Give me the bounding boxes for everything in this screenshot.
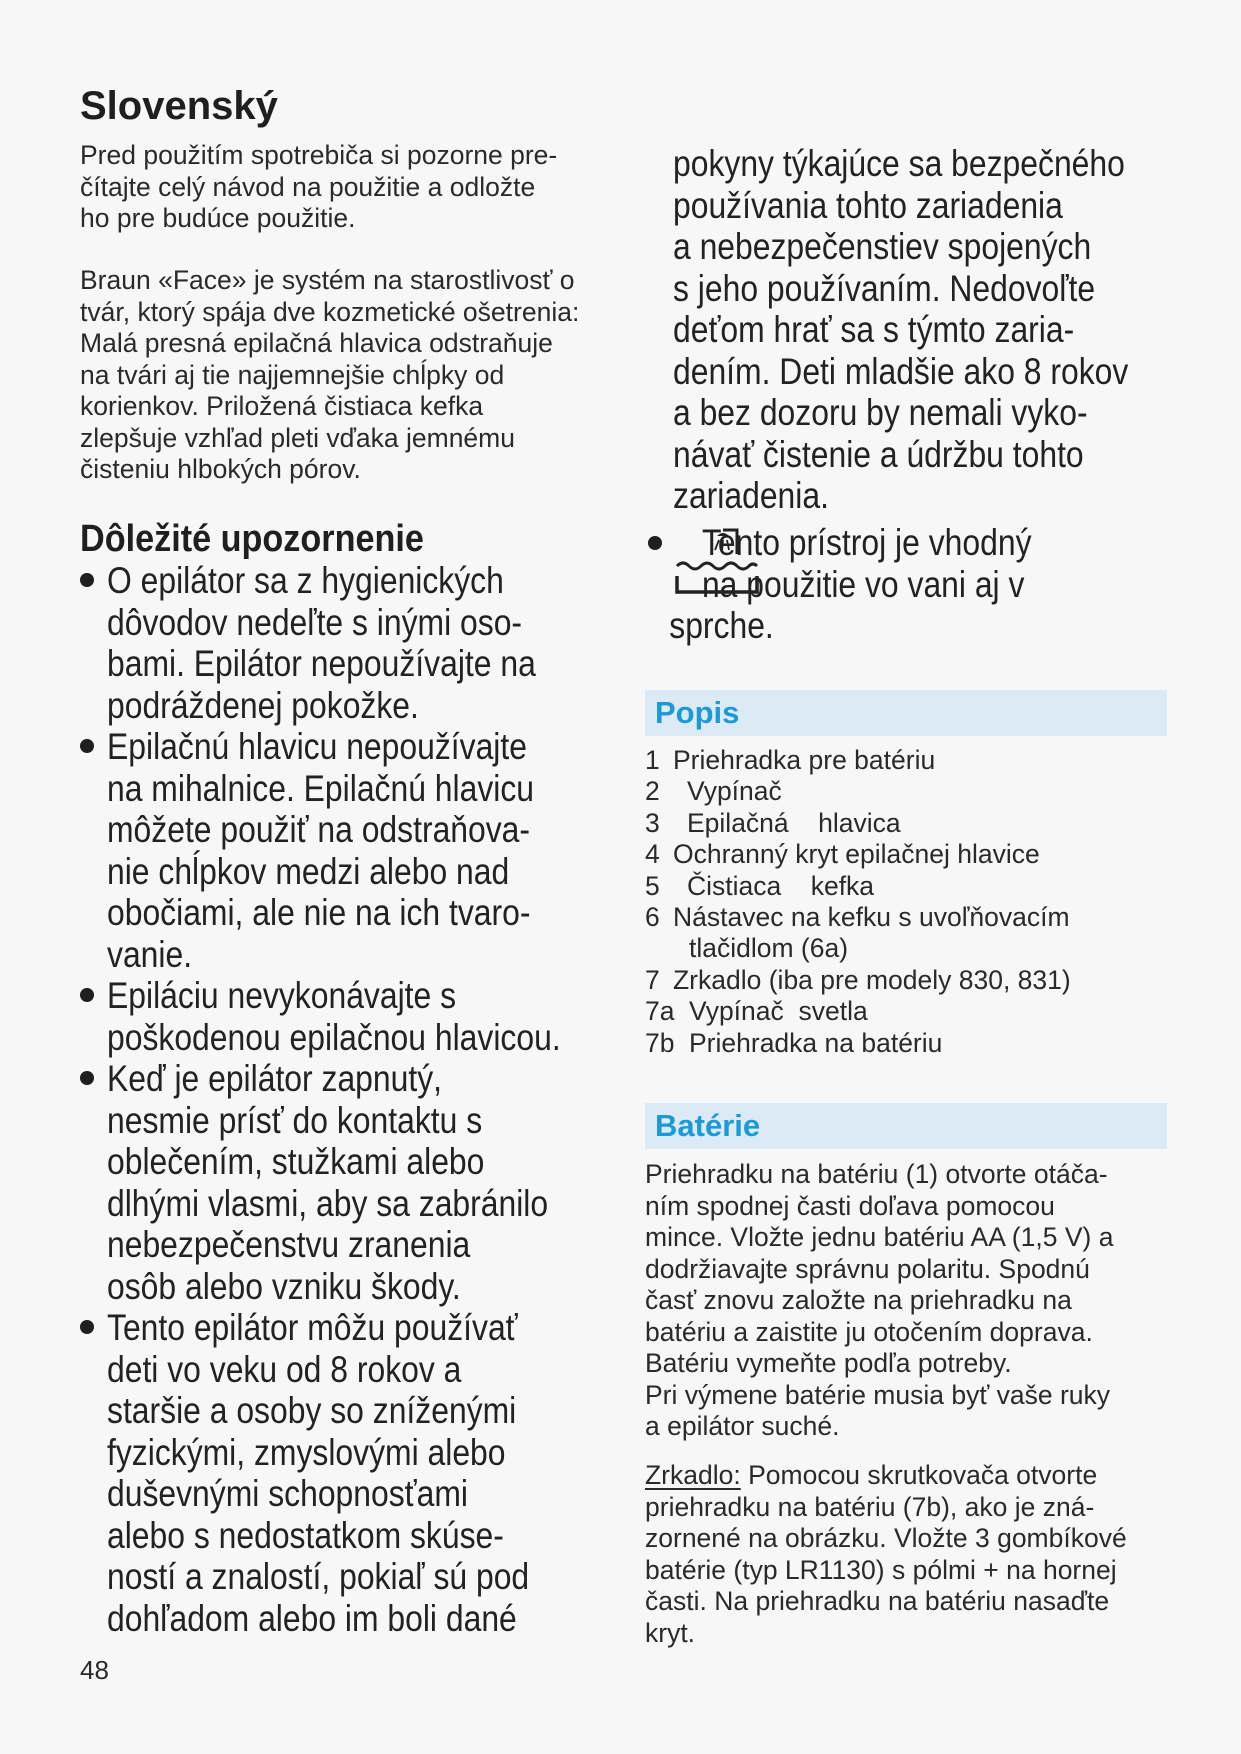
bullet-icon	[80, 1320, 94, 1334]
warning-line: Keď je epilátor zapnutý,	[107, 1057, 443, 1099]
description-line: Malá presná epilačná hlavica odstraňuje	[80, 328, 553, 358]
warning-line: dohľadom alebo im boli dané	[107, 1596, 517, 1639]
warning-line: dôvodov nedeľte s inými oso-	[107, 600, 523, 643]
warning-line: deti vo veku od 8 rokov a	[107, 1347, 462, 1390]
item-number: 3	[645, 807, 660, 838]
list-item-continuation	[645, 933, 1071, 964]
item-number: 2	[645, 776, 660, 807]
warning-line: duševnými schopnosťami	[107, 1472, 468, 1514]
list-item	[645, 745, 1071, 776]
mirror-line: kryt.	[645, 1617, 696, 1648]
bullet-icon	[80, 739, 94, 753]
continuation-line: návať čistenie a údržbu tohto	[673, 432, 1084, 475]
bath-line: sprche.	[669, 604, 774, 646]
warning-line: môžete použiť na odstraňova-	[107, 808, 531, 850]
baterie-line: ním spodnej časti doľava pomocou	[645, 1190, 1055, 1221]
item-number: 6	[645, 902, 660, 933]
description-line: tvár, ktorý spája dve kozmetické ošetrenia:	[80, 296, 580, 327]
bath-line: Tento prístroj je vhodný	[701, 521, 1032, 563]
item-text: Čistiaca kefka	[687, 870, 875, 901]
continuation-line: deťom hrať sa s týmto zaria-	[673, 308, 1075, 350]
intro-line: Pred použitím spotrebiča si pozorne pre-	[80, 140, 558, 170]
bullet-icon	[80, 573, 94, 587]
mirror-line: časti. Na priehradku na batériu nasaďte	[645, 1586, 1110, 1616]
item-number: 4	[645, 839, 660, 870]
continuation-line: s jeho používaním. Nedovoľte	[673, 266, 1096, 309]
list-item	[645, 776, 1071, 807]
warning-item	[80, 560, 641, 726]
list-item	[645, 839, 1071, 870]
item-text: Vypínač	[687, 776, 782, 807]
baterie-section-header	[645, 1103, 1167, 1149]
warning-line: Epilačnú hlavicu nepoužívajte	[107, 725, 527, 767]
warnings-title: Dôležité upozornenie	[80, 518, 424, 560]
mirror-line: batérie (typ LR1130) s pólmi + na hornej	[645, 1554, 1117, 1585]
warning-continuation	[673, 143, 1209, 517]
warnings-list	[80, 560, 641, 1639]
popis-section-header	[645, 690, 1167, 736]
warning-line: nebezpečenstvu zranenia	[107, 1223, 471, 1265]
mirror-paragraph	[645, 1460, 1127, 1649]
warning-item	[80, 975, 641, 1058]
popis-title: Popis	[655, 695, 740, 730]
baterie-title: Batérie	[655, 1108, 761, 1143]
baterie-line: Batériu vymeňte podľa potreby.	[645, 1348, 1012, 1378]
warning-line: Tento epilátor môžu používať	[107, 1306, 518, 1348]
warning-line: oblečením, stužkami alebo	[107, 1140, 485, 1182]
warning-line: poškodenou epilačnou hlavicou.	[107, 1015, 561, 1058]
warning-line: O epilátor sa z hygienických	[107, 559, 504, 601]
continuation-line: a bez dozoru by nemali vyko-	[673, 391, 1088, 433]
intro-line: ho pre budúce použitie.	[80, 203, 356, 233]
page-title: Slovenský	[80, 84, 278, 128]
description-line: korienkov. Priložená čistiaca kefka	[80, 391, 484, 421]
item-number: 5	[645, 870, 660, 901]
mirror-line	[645, 1460, 1127, 1492]
item-number: 7a	[645, 996, 675, 1027]
baterie-line: dodržiavajte správnu polaritu. Spodnú	[645, 1253, 1090, 1284]
mirror-label: Zrkadlo:	[645, 1460, 741, 1490]
list-item	[645, 996, 1071, 1027]
continuation-line: dením. Deti mladšie ako 8 rokov	[673, 349, 1129, 392]
item-text: Epilačná hlavica	[687, 807, 901, 838]
item-text: Zrkadlo (iba pre modely 830, 831)	[673, 964, 1071, 995]
item-text: Vypínač svetla	[689, 996, 868, 1027]
item-text: Priehradka pre batériu	[673, 745, 936, 775]
baterie-paragraph	[645, 1159, 1113, 1443]
item-text: Ochranný kryt epilačnej hlavice	[673, 839, 1040, 870]
warning-line: fyzickými, zmyslovými alebo	[107, 1430, 506, 1473]
list-item	[645, 871, 1071, 902]
warning-line: obočiami, ale nie na ich tvaro-	[107, 891, 531, 933]
page-number: 48	[80, 1655, 109, 1685]
item-text: Nástavec na kefku s uvoľňovacím	[673, 902, 1070, 933]
bath-line: na použitie vo vani aj v	[701, 562, 1025, 605]
warning-line: ností a znalostí, pokiaľ sú pod	[107, 1555, 530, 1597]
warning-line: na mihalnice. Epilačnú hlavicu	[107, 766, 535, 809]
warning-item	[80, 726, 641, 975]
warning-line: osôb alebo vzniku škody.	[107, 1264, 461, 1307]
baterie-line: časť znovu založte na priehradku na	[645, 1285, 1072, 1315]
continuation-line: zariadenia.	[673, 474, 829, 516]
description-paragraph	[80, 265, 579, 486]
warning-line: Epiláciu nevykonávajte s	[107, 974, 457, 1016]
warning-line: bami. Epilátor nepoužívajte na	[107, 642, 536, 684]
continuation-line: a nebezpečenstiev spojených	[673, 225, 1092, 267]
bath-suitability-item	[648, 522, 1208, 647]
baterie-line: Priehradku na batériu (1) otvorte otáča-	[645, 1159, 1108, 1189]
list-item	[645, 902, 1071, 933]
item-number: 1	[645, 745, 660, 775]
item-number: 7	[645, 964, 660, 995]
description-line: čisteniu hlbokých pórov.	[80, 454, 361, 484]
baterie-line: Pri výmene batérie musia byť vaše ruky	[645, 1379, 1111, 1410]
mirror-first-text: Pomocou skrutkovača otvorte	[740, 1460, 1098, 1490]
continuation-line: pokyny týkajúce sa bezpečného	[673, 142, 1125, 184]
mirror-line: priehradku na batériu (7b), ako je zná-	[645, 1491, 1095, 1522]
warning-line: podráždenej pokožke.	[107, 683, 419, 726]
list-item	[645, 1028, 1071, 1059]
warning-line: alebo s nedostatkom skúse-	[107, 1513, 504, 1556]
description-line: zlepšuje vzhľad pleti vďaka jemnému	[80, 422, 515, 453]
intro-paragraph	[80, 140, 557, 235]
popis-list	[645, 745, 1071, 1059]
warning-line: nesmie prísť do kontaktu s	[107, 1098, 483, 1141]
intro-line: čítajte celý návod na použitie a odložte	[80, 171, 536, 202]
mirror-line: zornené na obrázku. Vložte 3 gombíkové	[645, 1523, 1127, 1553]
warning-line: dlhými vlasmi, aby sa zabránilo	[107, 1181, 549, 1224]
list-item	[645, 808, 1071, 839]
description-line: na tvári aj tie najjemnejšie chĺpky od	[80, 359, 505, 390]
baterie-line: batériu a zaistite ju otočením doprava.	[645, 1316, 1093, 1347]
baterie-line: a epilátor suché.	[645, 1411, 840, 1441]
list-item	[645, 965, 1071, 996]
item-number: 7b	[645, 1027, 675, 1058]
baterie-line: mince. Vložte jednu batériu AA (1,5 V) a	[645, 1222, 1114, 1252]
bullet-icon	[80, 988, 94, 1002]
continuation-line: používania tohto zariadenia	[673, 183, 1063, 226]
warning-line: staršie a osoby so zníženými	[107, 1389, 517, 1431]
warning-line: nie chĺpkov medzi alebo nad	[107, 849, 510, 892]
warning-line: vanie.	[107, 932, 193, 975]
item-text: tlačidlom (6a)	[689, 933, 849, 964]
bullet-icon	[80, 1071, 94, 1085]
description-line: Braun «Face» je systém na starostlivosť o	[80, 265, 575, 295]
warning-item	[80, 1058, 641, 1307]
item-text: Priehradka na batériu	[689, 1027, 943, 1058]
warning-item	[80, 1307, 641, 1639]
